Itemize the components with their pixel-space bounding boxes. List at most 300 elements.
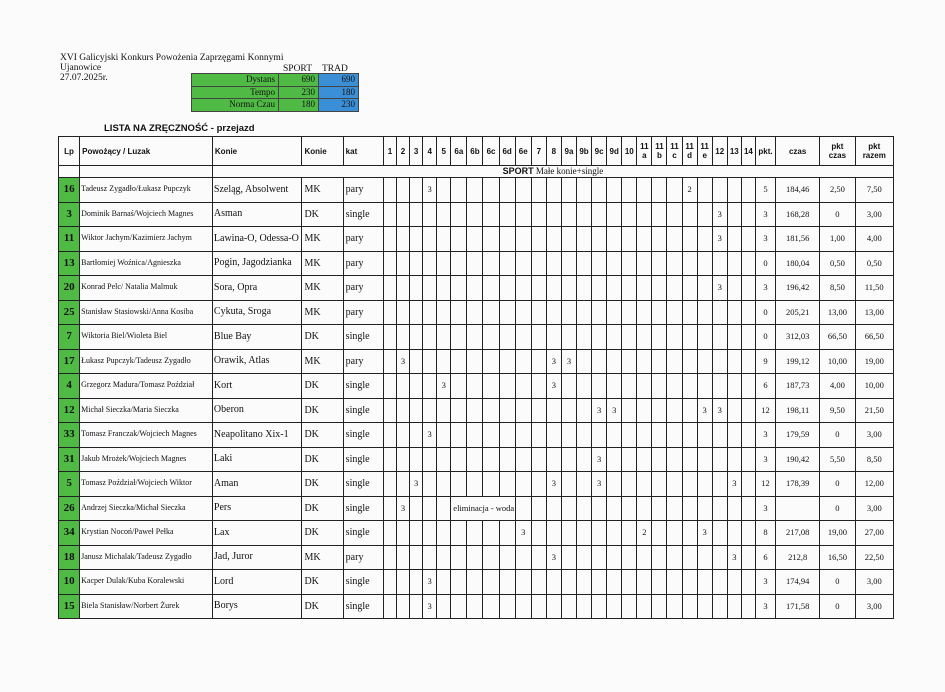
time-points: 8,50 [820, 276, 855, 301]
obstacle-penalty [577, 178, 592, 203]
param-trad-value: 230 [319, 99, 359, 112]
table-row [59, 521, 894, 546]
obstacle-penalty [637, 276, 652, 301]
obstacle-penalty [383, 398, 396, 423]
category: pary [343, 349, 383, 374]
obstacle-penalty [423, 496, 437, 521]
obstacle-penalty [622, 178, 637, 203]
obstacle-penalty [607, 325, 622, 350]
obstacle-penalty [592, 521, 607, 546]
obstacle-penalty [467, 276, 483, 301]
obstacle-penalty [396, 202, 409, 227]
horse-class: DK [302, 496, 343, 521]
obstacle-penalty [467, 545, 483, 570]
obstacle-penalty [423, 545, 437, 570]
param-sport-value: 230 [279, 86, 319, 99]
obstacle-penalty [727, 276, 741, 301]
time-value: 174,94 [776, 570, 820, 595]
header-obstacle: 13 [727, 137, 741, 166]
category: single [343, 496, 383, 521]
obstacle-penalty [383, 325, 396, 350]
total-points: 3,00 [855, 423, 894, 448]
competition-title: XVI Galicyjski Konkurs Powożenia Zaprzęgami Konnymi [60, 53, 284, 63]
obstacle-penalty [437, 570, 451, 595]
category: single [343, 325, 383, 350]
horse-class: DK [302, 398, 343, 423]
obstacle-penalty [697, 276, 712, 301]
obstacle-penalty [697, 496, 712, 521]
obstacle-penalty: 2 [682, 178, 697, 203]
penalty-points: 3 [755, 423, 775, 448]
obstacle-penalty: 3 [423, 594, 437, 619]
obstacle-penalty [682, 349, 697, 374]
obstacle-penalty: 3 [592, 398, 607, 423]
time-points: 66,50 [820, 325, 855, 350]
obstacle-penalty: 3 [546, 472, 561, 497]
obstacle-penalty [515, 545, 531, 570]
obstacle-penalty [451, 325, 467, 350]
header-category: kat [343, 137, 383, 166]
obstacle-penalty [483, 545, 499, 570]
obstacle-penalty [531, 545, 546, 570]
param-trad-value: 690 [319, 74, 359, 87]
obstacle-penalty: 3 [423, 570, 437, 595]
obstacle-penalty [667, 496, 682, 521]
obstacle-penalty [499, 545, 515, 570]
obstacle-penalty [396, 276, 409, 301]
time-value: 171,58 [776, 594, 820, 619]
table-row [59, 300, 894, 325]
obstacle-penalty [712, 374, 727, 399]
obstacle-penalty [383, 570, 396, 595]
obstacle-penalty [515, 300, 531, 325]
obstacle-penalty [712, 349, 727, 374]
section-row [59, 166, 894, 178]
obstacle-penalty [423, 325, 437, 350]
obstacle-penalty [467, 227, 483, 252]
obstacle-penalty [483, 570, 499, 595]
obstacle-penalty: 3 [697, 521, 712, 546]
driver-name: Konrad Pelc/ Natalia Malmuk [80, 276, 213, 301]
header-obstacle: 4 [423, 137, 437, 166]
obstacle-penalty [727, 178, 741, 203]
obstacle-penalty [483, 521, 499, 546]
obstacle-penalty [592, 349, 607, 374]
obstacle-penalty [667, 570, 682, 595]
table-row [59, 496, 894, 521]
category: single [343, 521, 383, 546]
penalty-points: 3 [755, 202, 775, 227]
horse-names: Jad, Juror [212, 545, 302, 570]
time-points: 1,00 [820, 227, 855, 252]
section-label-bold: SPORT [502, 165, 534, 176]
obstacle-penalty [607, 202, 622, 227]
obstacle-penalty [546, 251, 561, 276]
obstacle-penalty [499, 178, 515, 203]
obstacle-penalty [467, 202, 483, 227]
time-points: 13,00 [820, 300, 855, 325]
sport-column-label: SPORT [283, 64, 312, 74]
penalty-points: 6 [755, 545, 775, 570]
obstacle-penalty [451, 570, 467, 595]
obstacle-penalty [637, 227, 652, 252]
param-row [192, 86, 359, 99]
obstacle-penalty [546, 570, 561, 595]
obstacle-penalty [546, 521, 561, 546]
obstacle-penalty: 3 [712, 276, 727, 301]
obstacle-penalty [383, 521, 396, 546]
obstacle-penalty [423, 227, 437, 252]
obstacle-penalty [383, 276, 396, 301]
obstacle-penalty [607, 227, 622, 252]
penalty-points: 0 [755, 251, 775, 276]
obstacle-penalty [697, 349, 712, 374]
obstacle-penalty [515, 496, 531, 521]
time-points: 4,00 [820, 374, 855, 399]
obstacle-penalty [499, 570, 515, 595]
header-time: czas [776, 137, 820, 166]
obstacle-penalty [423, 521, 437, 546]
driver-name: Janusz Michalak/Tadeusz Zygadło [80, 545, 213, 570]
header-obstacle: 1 [383, 137, 396, 166]
obstacle-penalty [423, 202, 437, 227]
trad-column-label: TRAD [322, 64, 348, 74]
obstacle-penalty [727, 227, 741, 252]
obstacle-penalty [697, 202, 712, 227]
obstacle-penalty [637, 398, 652, 423]
obstacle-penalty [451, 300, 467, 325]
obstacle-penalty [667, 349, 682, 374]
time-value: 187,73 [776, 374, 820, 399]
horse-names: Pers [212, 496, 302, 521]
obstacle-penalty [652, 447, 667, 472]
horse-names: Borys [212, 594, 302, 619]
obstacle-penalty [577, 374, 592, 399]
obstacle-penalty [561, 423, 576, 448]
driver-name: Andrzej Sieczka/Michał Sieczka [80, 496, 213, 521]
obstacle-penalty [483, 594, 499, 619]
header-total-points: pkt razem [855, 137, 894, 166]
driver-name: Grzegorz Madura/Tomasz Poździał [80, 374, 213, 399]
obstacle-penalty [437, 227, 451, 252]
date-label: 27.07.2025r. [60, 73, 108, 83]
obstacle-penalty [437, 202, 451, 227]
obstacle-penalty [741, 202, 755, 227]
obstacle-penalty [727, 594, 741, 619]
obstacle-penalty [741, 472, 755, 497]
obstacle-penalty [652, 227, 667, 252]
obstacle-penalty [607, 423, 622, 448]
table-row [59, 227, 894, 252]
category: single [343, 423, 383, 448]
obstacle-penalty [383, 349, 396, 374]
horse-names: Kort [212, 374, 302, 399]
obstacle-penalty [499, 251, 515, 276]
time-value: 217,08 [776, 521, 820, 546]
obstacle-penalty [467, 423, 483, 448]
table-row [59, 202, 894, 227]
driver-name: Biela Stanisław/Norbert Żurek [80, 594, 213, 619]
obstacle-penalty [410, 178, 423, 203]
start-number: 12 [59, 398, 80, 423]
obstacle-penalty: 3 [546, 374, 561, 399]
obstacle-penalty [697, 227, 712, 252]
penalty-points: 8 [755, 521, 775, 546]
obstacle-penalty [410, 202, 423, 227]
obstacle-penalty [682, 276, 697, 301]
obstacle-penalty [667, 521, 682, 546]
obstacle-penalty [682, 374, 697, 399]
obstacle-penalty [682, 325, 697, 350]
obstacle-penalty: 3 [410, 472, 423, 497]
obstacle-penalty [531, 423, 546, 448]
obstacle-penalty [741, 374, 755, 399]
param-label: Tempo [192, 86, 279, 99]
obstacle-penalty [577, 496, 592, 521]
obstacle-penalty [410, 521, 423, 546]
obstacle-penalty [467, 521, 483, 546]
obstacle-penalty [607, 349, 622, 374]
obstacle-penalty [697, 545, 712, 570]
obstacle-penalty [667, 447, 682, 472]
obstacle-penalty [561, 325, 576, 350]
obstacle-penalty [383, 374, 396, 399]
obstacle-penalty [437, 276, 451, 301]
obstacle-penalty [531, 325, 546, 350]
obstacle-penalty [712, 570, 727, 595]
obstacle-penalty [531, 521, 546, 546]
time-value: 312,03 [776, 325, 820, 350]
driver-name: Bartłomiej Woźnica/Agnieszka [80, 251, 213, 276]
obstacle-penalty [561, 594, 576, 619]
obstacle-penalty [652, 276, 667, 301]
obstacle-penalty [467, 300, 483, 325]
section-spacer [80, 166, 213, 178]
obstacle-penalty [607, 496, 622, 521]
obstacle-penalty [383, 300, 396, 325]
obstacle-penalty [727, 202, 741, 227]
obstacle-penalty [383, 251, 396, 276]
obstacle-penalty [451, 349, 467, 374]
horse-class: DK [302, 570, 343, 595]
category: single [343, 447, 383, 472]
time-points: 2,50 [820, 178, 855, 203]
obstacle-penalty [531, 570, 546, 595]
time-points: 9,50 [820, 398, 855, 423]
header-obstacle: 7 [531, 137, 546, 166]
obstacle-penalty [410, 496, 423, 521]
horse-class: DK [302, 447, 343, 472]
section-spacer [59, 166, 80, 178]
obstacle-penalty: 3 [697, 398, 712, 423]
table-row [59, 325, 894, 350]
obstacle-penalty [727, 570, 741, 595]
start-number: 15 [59, 594, 80, 619]
driver-name: Tomasz Poździał/Wojciech Wiktor [80, 472, 213, 497]
obstacle-penalty [467, 374, 483, 399]
obstacle-penalty [531, 447, 546, 472]
header-obstacle: 10 [622, 137, 637, 166]
table-row [59, 447, 894, 472]
obstacle-penalty [607, 447, 622, 472]
obstacle-penalty [396, 472, 409, 497]
obstacle-penalty [577, 300, 592, 325]
obstacle-penalty [531, 472, 546, 497]
obstacle-penalty [622, 594, 637, 619]
obstacle-penalty [546, 447, 561, 472]
obstacle-penalty [637, 594, 652, 619]
obstacle-penalty [741, 423, 755, 448]
start-number: 16 [59, 178, 80, 203]
time-value: 198,11 [776, 398, 820, 423]
obstacle-penalty [437, 521, 451, 546]
header-obstacle: 9a [561, 137, 576, 166]
obstacle-penalty [531, 374, 546, 399]
total-points: 4,00 [855, 227, 894, 252]
horse-names: Szeląg, Absolwent [212, 178, 302, 203]
obstacle-penalty [682, 227, 697, 252]
category: pary [343, 178, 383, 203]
obstacle-penalty [682, 398, 697, 423]
obstacle-penalty [682, 251, 697, 276]
time-value: 190,42 [776, 447, 820, 472]
obstacle-penalty [622, 423, 637, 448]
obstacle-penalty [531, 398, 546, 423]
time-value [776, 496, 820, 521]
penalty-points: 12 [755, 472, 775, 497]
obstacle-penalty [652, 570, 667, 595]
time-value: 181,56 [776, 227, 820, 252]
obstacle-penalty [396, 178, 409, 203]
obstacle-penalty [741, 251, 755, 276]
obstacle-penalty [712, 545, 727, 570]
header-obstacle: 9d [607, 137, 622, 166]
table-row [59, 178, 894, 203]
obstacle-penalty [577, 570, 592, 595]
header-obstacle: 5 [437, 137, 451, 166]
category: pary [343, 300, 383, 325]
obstacle-penalty [727, 521, 741, 546]
penalty-points: 3 [755, 570, 775, 595]
obstacle-penalty [667, 251, 682, 276]
obstacle-penalty [423, 398, 437, 423]
obstacle-penalty [697, 423, 712, 448]
obstacle-penalty [531, 227, 546, 252]
obstacle-penalty [637, 300, 652, 325]
obstacle-penalty [396, 447, 409, 472]
obstacle-penalty [437, 594, 451, 619]
obstacle-penalty [499, 398, 515, 423]
obstacle-penalty [741, 594, 755, 619]
obstacle-penalty [637, 374, 652, 399]
obstacle-penalty [741, 300, 755, 325]
obstacle-penalty [652, 349, 667, 374]
obstacle-penalty [499, 447, 515, 472]
obstacle-penalty [652, 496, 667, 521]
horse-class: DK [302, 472, 343, 497]
obstacle-penalty [515, 594, 531, 619]
obstacle-penalty [622, 472, 637, 497]
obstacle-penalty [396, 570, 409, 595]
obstacle-penalty: 3 [607, 398, 622, 423]
obstacle-penalty: 3 [727, 545, 741, 570]
obstacle-penalty [727, 374, 741, 399]
driver-name: Kacper Dulak/Kuba Koralewski [80, 570, 213, 595]
obstacle-penalty [451, 521, 467, 546]
obstacle-penalty [652, 202, 667, 227]
obstacle-penalty [577, 447, 592, 472]
obstacle-penalty [561, 178, 576, 203]
obstacle-penalty [483, 300, 499, 325]
obstacle-penalty [712, 178, 727, 203]
start-number: 5 [59, 472, 80, 497]
table-row [59, 472, 894, 497]
obstacle-penalty [437, 178, 451, 203]
category: pary [343, 276, 383, 301]
obstacle-penalty [410, 300, 423, 325]
start-number: 10 [59, 570, 80, 595]
total-points: 22,50 [855, 545, 894, 570]
obstacle-penalty [515, 202, 531, 227]
time-points: 0 [820, 570, 855, 595]
total-points: 7,50 [855, 178, 894, 203]
obstacle-penalty [483, 447, 499, 472]
penalty-points: 0 [755, 325, 775, 350]
obstacle-penalty: 3 [561, 349, 576, 374]
obstacle-penalty [467, 251, 483, 276]
obstacle-penalty [592, 423, 607, 448]
obstacle-penalty [531, 300, 546, 325]
obstacle-penalty [741, 447, 755, 472]
obstacle-penalty [383, 202, 396, 227]
obstacle-penalty [423, 472, 437, 497]
category: pary [343, 545, 383, 570]
time-points: 0 [820, 472, 855, 497]
obstacle-penalty: 3 [546, 545, 561, 570]
horse-names: Pogin, Jagodzianka [212, 251, 302, 276]
obstacle-penalty [741, 178, 755, 203]
obstacle-penalty [410, 374, 423, 399]
header-obstacle: 2 [396, 137, 409, 166]
obstacle-penalty [577, 545, 592, 570]
total-points: 19,00 [855, 349, 894, 374]
total-points: 3,00 [855, 570, 894, 595]
obstacle-penalty [383, 496, 396, 521]
obstacle-penalty [652, 374, 667, 399]
header-obstacle: 11 b [652, 137, 667, 166]
obstacle-penalty [622, 374, 637, 399]
header-obstacle: 11 d [682, 137, 697, 166]
obstacle-penalty [423, 276, 437, 301]
obstacle-penalty [622, 398, 637, 423]
obstacle-penalty [515, 423, 531, 448]
obstacle-penalty [410, 447, 423, 472]
obstacle-penalty [727, 300, 741, 325]
obstacle-penalty [712, 251, 727, 276]
obstacle-penalty: 3 [592, 472, 607, 497]
obstacle-penalty [423, 300, 437, 325]
time-points: 10,00 [820, 349, 855, 374]
obstacle-penalty [483, 251, 499, 276]
header-obstacle: 9c [592, 137, 607, 166]
start-number: 31 [59, 447, 80, 472]
obstacle-penalty [546, 496, 561, 521]
obstacle-penalty [607, 251, 622, 276]
time-value: 184,46 [776, 178, 820, 203]
header-obstacle: 12 [712, 137, 727, 166]
total-points: 3,00 [855, 496, 894, 521]
obstacle-penalty [637, 423, 652, 448]
